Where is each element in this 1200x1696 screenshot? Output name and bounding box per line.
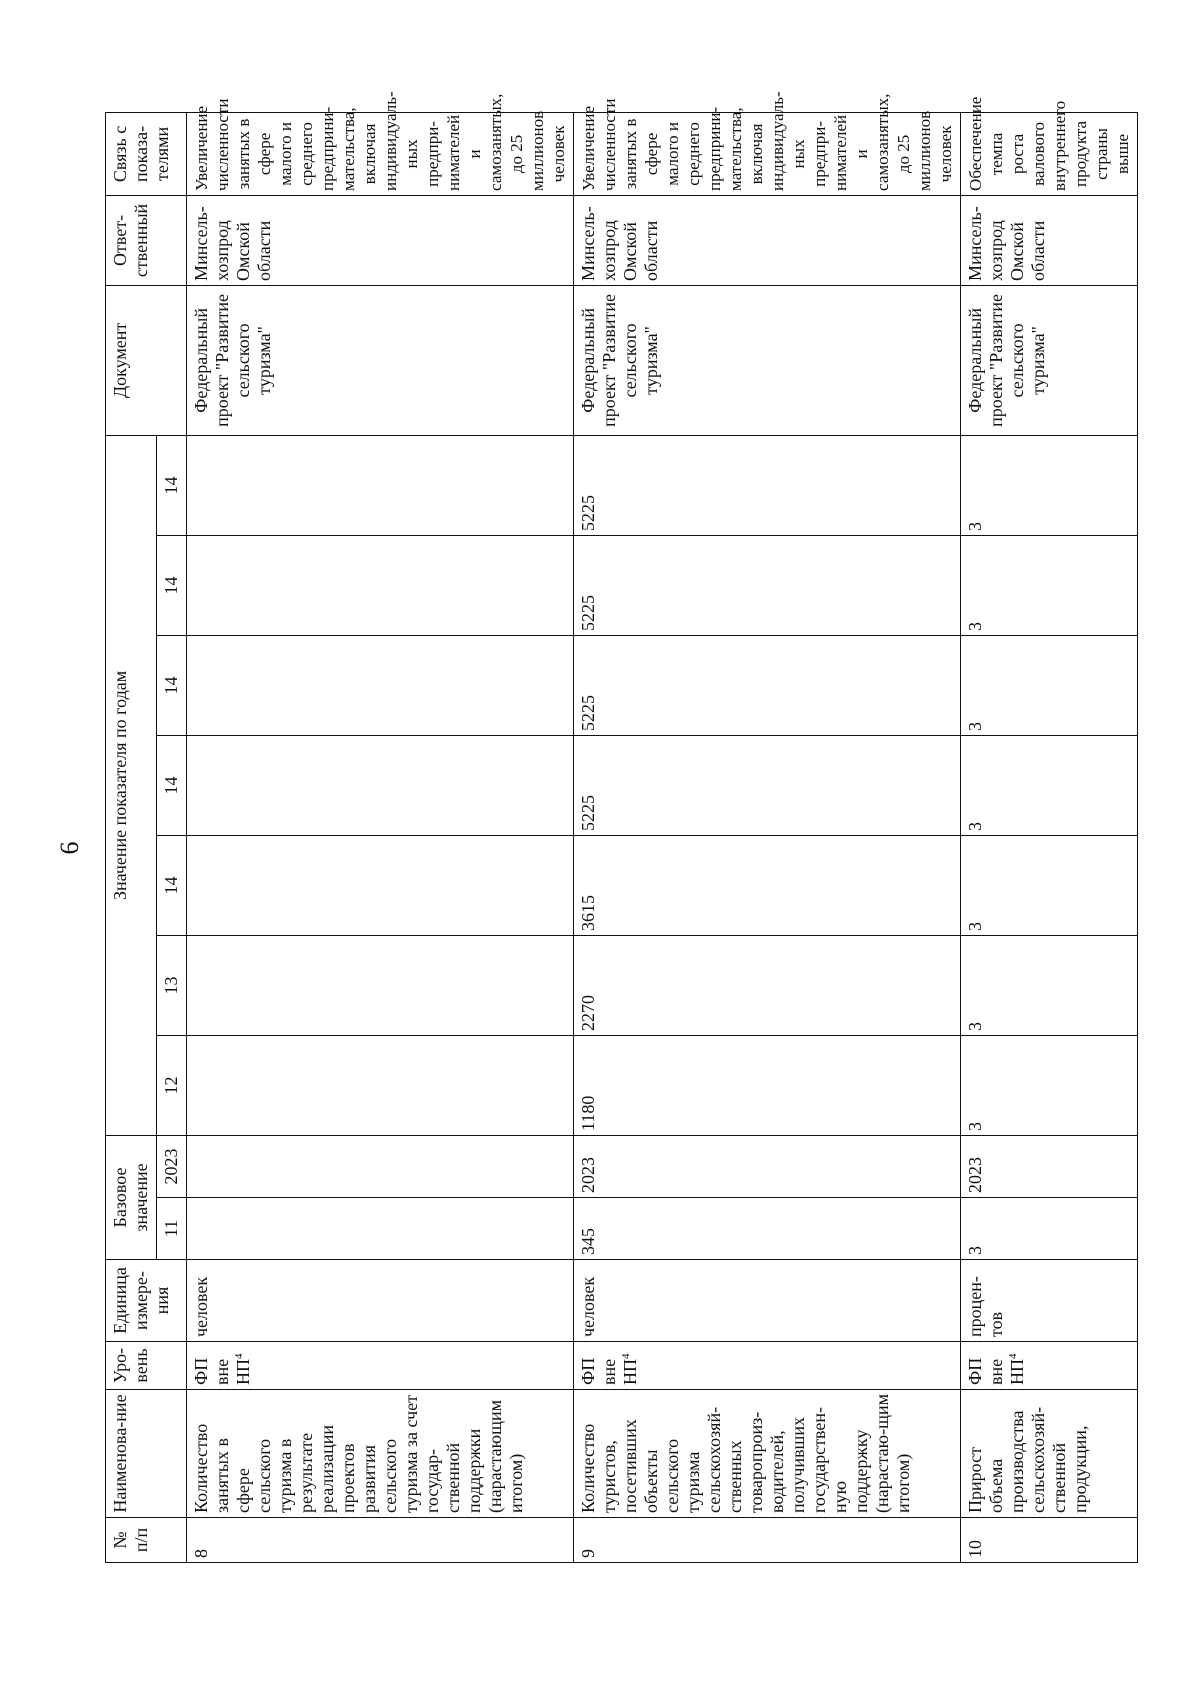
row-level-text: ФП вне НП	[965, 1357, 1027, 1385]
header-base: Базовое значение	[106, 1135, 157, 1259]
row-value-6	[187, 535, 574, 635]
header-resp: Ответ-ственный	[106, 195, 187, 285]
row-level	[961, 1342, 1138, 1390]
row-name: Прирост объема производства сельскохозяй-ственной продукции,	[961, 1390, 1138, 1518]
row-value-1: 3	[961, 1035, 1138, 1135]
header-name: Наименова-ние	[106, 1390, 187, 1518]
row-value-4: 5225	[574, 735, 961, 835]
row-value-2: 3	[961, 935, 1138, 1035]
row-resp: Минсель-хозпрод Омской области	[961, 195, 1138, 285]
header-link: Связь с показа-телями	[106, 112, 187, 195]
row-level	[187, 1342, 574, 1390]
row-link: Обеспечение темпа роста валового внутреннего продукта страны выше	[961, 112, 1138, 195]
header-doc: Документ	[106, 285, 187, 435]
rotated-page	[0, 48, 1200, 1648]
row-level	[574, 1342, 961, 1390]
row-name: Количество занятых в сфере сельского туризма в результате реализации проектов развития сельского туризма за счет государ-ственной поддержки (нарастающим итогом)	[187, 1390, 574, 1518]
row-value-4: 3	[961, 735, 1138, 835]
header-num: № п/п	[106, 1518, 187, 1563]
subheader-year-3: 14	[157, 835, 187, 935]
row-base-value	[187, 1198, 574, 1260]
row-value-5	[187, 635, 574, 735]
row-level-footnote: 4	[620, 1353, 632, 1359]
table-row	[187, 112, 574, 1562]
row-resp: Минсель-хозпрод Омской области	[187, 195, 574, 285]
subheader-year-7: 14	[157, 435, 187, 535]
header-by-years: Значение показателя по годам	[106, 435, 157, 1135]
row-name: Количество туристов, посетивших объекты сельского туризма сельскохозяй-ственных товаропроиз-водителей, получивших государствен-ную поддержку (нарастаю-щим итогом)	[574, 1390, 961, 1518]
row-num: 8	[187, 1518, 574, 1563]
row-base-year: 2023	[574, 1135, 961, 1197]
subheader-year-6: 14	[157, 535, 187, 635]
header-unit: Единица измере-ния	[106, 1260, 187, 1342]
subheader-base-year: 2023	[157, 1135, 187, 1197]
row-base-value: 345	[574, 1198, 961, 1260]
row-unit: человек	[574, 1260, 961, 1342]
header-level: Уро-вень	[106, 1342, 187, 1390]
row-value-4	[187, 735, 574, 835]
row-value-7: 5225	[574, 435, 961, 535]
row-level-footnote: 4	[233, 1353, 245, 1359]
row-value-5: 3	[961, 635, 1138, 735]
row-value-3: 3	[961, 835, 1138, 935]
row-base-year	[187, 1135, 574, 1197]
row-value-1: 1180	[574, 1035, 961, 1135]
page-number: 6	[55, 841, 84, 855]
row-unit: человек	[187, 1260, 574, 1342]
row-base-year: 2023	[961, 1135, 1138, 1197]
subheader-year-2: 13	[157, 935, 187, 1035]
row-link: Увеличение численности занятых в сфере малого и среднего предприни-мательства, включая индивидуаль-ных предпри-нимателей и самозанятых, до 25 миллионов человек	[187, 112, 574, 195]
subheader-year-4: 14	[157, 735, 187, 835]
row-value-2	[187, 935, 574, 1035]
row-resp: Минсель-хозпрод Омской области	[574, 195, 961, 285]
row-unit: процен-тов	[961, 1260, 1138, 1342]
row-num: 10	[961, 1518, 1138, 1563]
table-row	[961, 112, 1138, 1562]
row-doc: Федеральный проект "Развитие сельского туризма"	[574, 285, 961, 435]
row-value-6: 3	[961, 535, 1138, 635]
indicators-table	[105, 91, 1138, 1563]
row-level-text: ФП вне НП	[578, 1357, 640, 1385]
row-level-footnote: 4	[1007, 1353, 1019, 1359]
table-row	[574, 112, 961, 1562]
row-num: 9	[574, 1518, 961, 1563]
row-value-3	[187, 835, 574, 935]
subheader-year-1: 12	[157, 1035, 187, 1135]
row-value-2: 2270	[574, 935, 961, 1035]
row-level-text: ФП вне НП	[191, 1357, 253, 1385]
row-value-7	[187, 435, 574, 535]
row-base-value: 3	[961, 1198, 1138, 1260]
row-value-7: 3	[961, 435, 1138, 535]
header-row	[106, 112, 157, 1562]
row-doc: Федеральный проект "Развитие сельского туризма"	[187, 285, 574, 435]
row-doc: Федеральный проект "Развитие сельского туризма"	[961, 285, 1138, 435]
row-value-6: 5225	[574, 535, 961, 635]
row-value-3: 3615	[574, 835, 961, 935]
row-value-1	[187, 1035, 574, 1135]
subheader-year-5: 14	[157, 635, 187, 735]
row-value-5: 5225	[574, 635, 961, 735]
subheader-base-value: 11	[157, 1198, 187, 1260]
row-link: Увеличение численности занятых в сфере малого и среднего предприни-мательства, включая индивидуаль-ных предпри-нимателей и самозанятых, до 25 миллионов человек	[574, 112, 961, 195]
